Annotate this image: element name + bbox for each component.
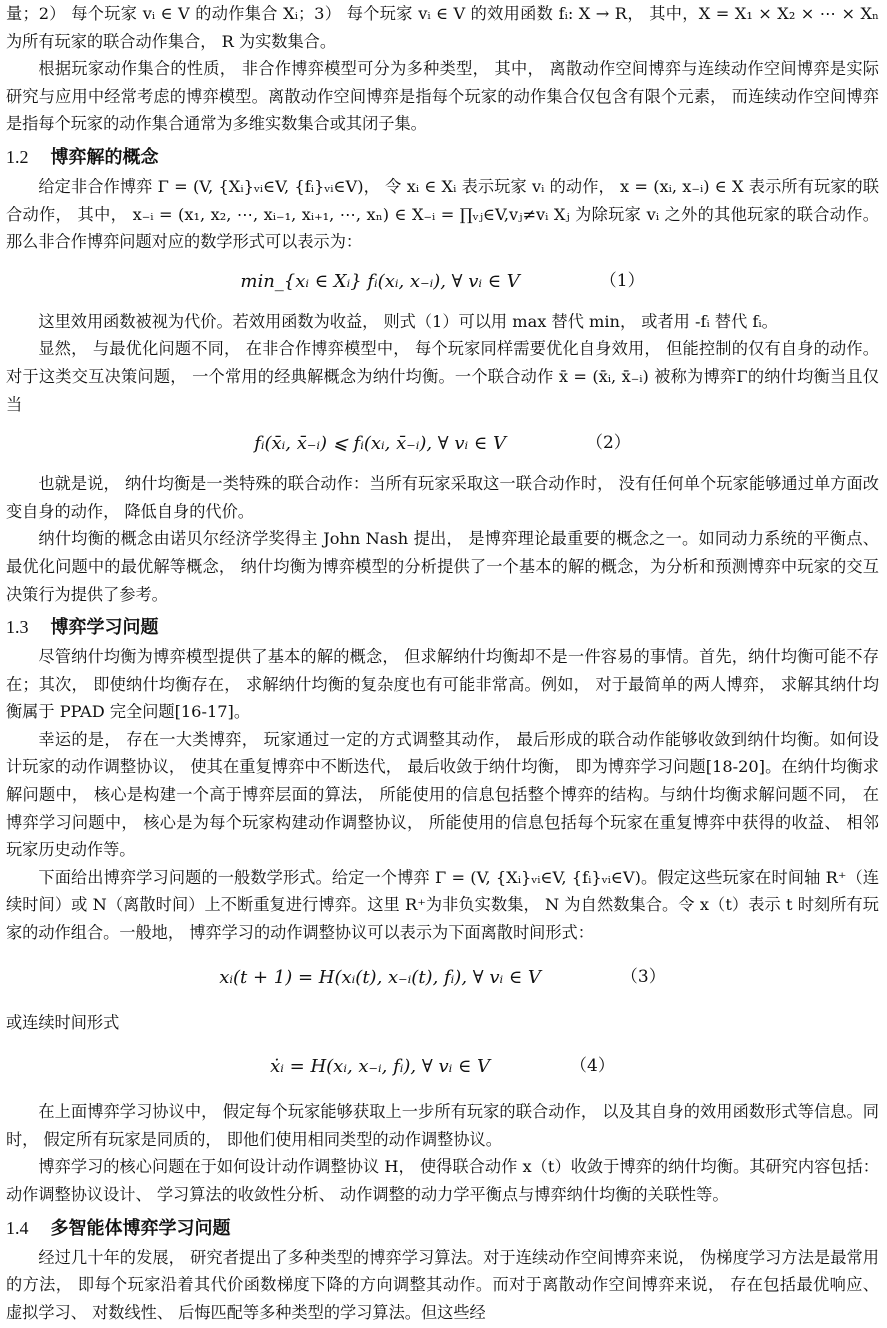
- paragraph-core-problem: 博弈学习的核心问题在于如何设计动作调整协议 H， 使得联合动作 x（t）收敛于博弈的纳什均衡。其研究内容包括：动作调整协议设计、 学习算法的收敛性分析、 动作调整的动力学平衡点与博弈纳什均衡的关联性等。: [6, 1157, 879, 1204]
- equation-expression: min_{xᵢ ∈ Xᵢ} fᵢ(xᵢ, x₋ᵢ), ∀ vᵢ ∈ V: [240, 270, 520, 292]
- section-title: 博弈解的概念: [50, 146, 159, 168]
- equation-expression: ẋᵢ = H(xᵢ, x₋ᵢ, fᵢ), ∀ vᵢ ∈ V: [270, 1056, 490, 1078]
- section-number: 1.4: [6, 1217, 29, 1238]
- section-number: 1.2: [6, 146, 29, 167]
- paragraph-protocol-assumptions: 在上面博弈学习协议中， 假定每个玩家能够获取上一步所有玩家的联合动作， 以及其自身的效用函数形式等信息。同时， 假定所有玩家是同质的， 即他们使用相同类型的动作调整协议。: [6, 1102, 879, 1149]
- equation-expression: fᵢ(x̄ᵢ, x̄₋ᵢ) ⩽ fᵢ(xᵢ, x̄₋ᵢ), ∀ vᵢ ∈ V: [254, 433, 506, 455]
- paragraph-nash-difficulty: 尽管纳什均衡为博弈模型提供了基本的解的概念， 但求解纳什均衡却不是一件容易的事情。首先，纳什均衡可能不存在；其次， 即使纳什均衡存在， 求解纳什均衡的复杂度也有可能非常高。例如， 对于最简单的两人博弈， 求解其纳什均衡属于 PPAD 完全问题[16-17]。: [6, 647, 879, 722]
- paragraph-nash-meaning: 也就是说， 纳什均衡是一类特殊的联合动作：当所有玩家采取这一联合动作时， 没有任何单个玩家能够通过单方面改变自身的动作， 降低自身的代价。: [6, 474, 879, 521]
- paragraph-nash-intro: 显然， 与最优化问题不同， 在非合作博弈模型中， 每个玩家同样需要优化自身效用， 但能控制的仅有自身的动作。对于这类交互决策问题， 一个常用的经典解概念为纳什均衡。一个联合动作 x̄ = (x̄ᵢ, x̄₋ᵢ) 被称为博弈Γ的纳什均衡当且仅当: [6, 339, 879, 414]
- paragraph-game-types: 根据玩家动作集合的性质， 非合作博弈模型可分为多种类型， 其中， 离散动作空间博弈与连续动作空间博弈是实际研究与应用中经常考虑的博弈模型。离散动作空间博弈是指每个玩家的动作集合仅包含有限个元素， 而连续动作空间博弈是指每个玩家的动作集合通常为多维实数集合或其闭子集。: [6, 59, 879, 134]
- paragraph-nash-history: 纳什均衡的概念由诺贝尔经济学奖得主 John Nash 提出， 是博弈理论最重要的概念之一。如同动力系统的平衡点、 最优化问题中的最优解等概念， 纳什均衡为博弈模型的分析提供了一个基本的解的概念，为分析和预测博弈中玩家的交互决策行为提供了参考。: [6, 529, 879, 604]
- paragraph-game-learning: 幸运的是， 存在一大类博弈， 玩家通过一定的方式调整其动作， 最后形成的联合动作能够收敛到纳什均衡。如何设计玩家的动作调整协议， 使其在重复博弈中不断迭代， 最后收敛于纳什均衡， 即为博弈学习问题[18-20]。在纳什均衡求解问题中， 核心是构建一个高于博弈层面的算法， 所能使用的信息包括整个博弈的结构。与纳什均衡求解问题不同， 在博弈学习问题中， 核心是为每个玩家构建动作调整协议， 所能使用的信息包括每个玩家在重复博弈中获得的收益、 相邻玩家历史动作等。: [6, 729, 879, 860]
- section-number: 1.3: [6, 617, 29, 638]
- equation-number: （3）: [620, 966, 666, 987]
- section-heading-1-3: [6, 614, 879, 641]
- paragraph-learning-algorithms: 经过几十年的发展， 研究者提出了多种类型的博弈学习算法。对于连续动作空间博弈来说， 伪梯度学习方法是最常用的方法， 即每个玩家沿着其代价函数梯度下降的方向调整其动作。而对于离散动作空间博弈来说， 存在包括最优响应、 虚拟学习、 对数线性、 后悔匹配等多种类型的学习算法。但这些经: [6, 1247, 879, 1322]
- paragraph-joint-action: 给定非合作博弈 Γ = (V, {Xᵢ}ᵥᵢ∈V, {fᵢ}ᵥᵢ∈V)， 令 xᵢ ∈ Xᵢ 表示玩家 vᵢ 的动作， x = (xᵢ, x₋ᵢ) ∈ X 表示所有玩家的联合动作， 其中， x₋ᵢ = (x₁, x₂, ⋯, xᵢ₋₁, xᵢ₊₁, ⋯, xₙ) ∈ X₋ᵢ = ∏ᵥⱼ∈V,vⱼ≠vᵢ Xⱼ 为除玩家 vᵢ 之外的其他玩家的联合动作。那么非合作博弈问题对应的数学形式可以表示为：: [6, 176, 879, 252]
- paragraph-continuous-form: 或连续时间形式: [6, 1012, 120, 1032]
- equation-number: （4）: [570, 1056, 615, 1077]
- equation-1: [6, 256, 879, 308]
- equation-number: （1）: [599, 270, 645, 291]
- equation-expression: xᵢ(t + 1) = H(xᵢ(t), x₋ᵢ(t), fᵢ), ∀ vᵢ ∈ V: [219, 966, 541, 988]
- equation-4: [6, 1036, 879, 1098]
- paragraph-game-definition-end: 量；2） 每个玩家 vᵢ ∈ V 的动作集合 Xᵢ；3） 每个玩家 vᵢ ∈ V 的效用函数 fᵢ: X → R， 其中，X = X₁ × X₂ × ⋯ × Xₙ 为所有玩家的联合动作集合， R 为实数集合。: [6, 4, 879, 51]
- section-heading-1-4: [6, 1215, 879, 1242]
- section-heading-1-2: [6, 144, 879, 171]
- paragraph-learning-form: 下面给出博弈学习问题的一般数学形式。给定一个博弈 Γ = (V, {Xᵢ}ᵥᵢ∈V, {fᵢ}ᵥᵢ∈V)。假定这些玩家在时间轴 R⁺（连续时间）或 N（离散时间）上不断重复进行博弈。这里 R⁺为非负实数集， N 为自然数集合。令 x（t）表示 t 时刻所有玩家的动作组合。一般地， 博弈学习的动作调整协议可以表示为下面离散时间形式：: [6, 867, 879, 943]
- paragraph-cost-note: 这里效用函数被视为代价。若效用函数为收益， 则式（1）可以用 max 替代 min， 或者用 -fᵢ 替代 fᵢ。: [38, 311, 778, 331]
- section-title: 博弈学习问题: [50, 617, 159, 639]
- equation-2: [6, 418, 879, 470]
- equation-number: （2）: [585, 433, 631, 454]
- section-title: 多智能体博弈学习问题: [50, 1217, 231, 1239]
- equation-3: [6, 947, 879, 1009]
